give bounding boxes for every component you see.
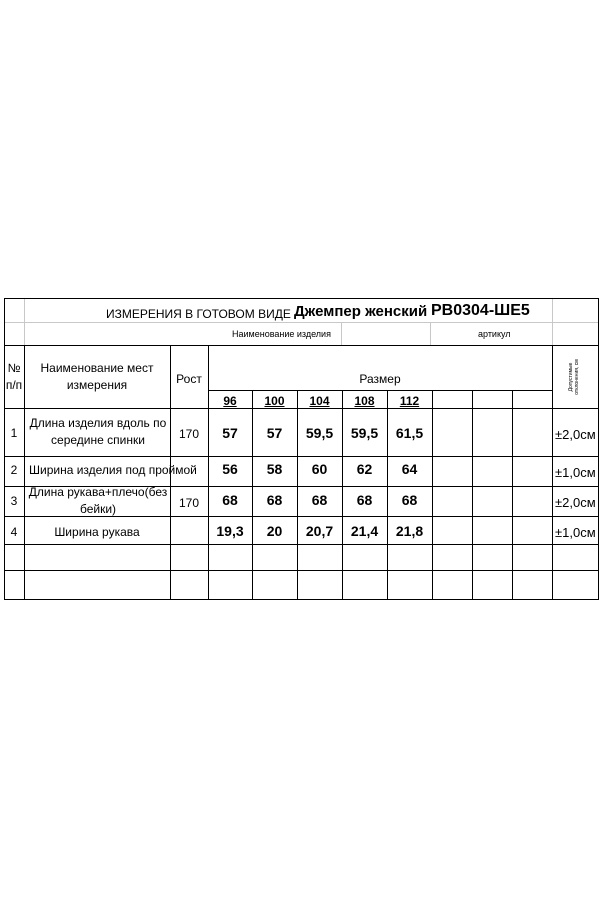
table-line xyxy=(4,544,599,545)
article-caption: артикул xyxy=(478,329,511,339)
row-value: 68 xyxy=(356,492,373,508)
size-header: 96 xyxy=(223,394,237,408)
row-value: 59,5 xyxy=(305,425,334,441)
table-line xyxy=(4,456,599,457)
size-header: 100 xyxy=(264,394,285,408)
row-value: 20,7 xyxy=(305,523,334,539)
table-line xyxy=(552,345,553,600)
row-name: Длина рукава+плечо(без бейки) xyxy=(28,485,168,516)
row-value: 57 xyxy=(222,425,238,441)
row-num: 3 xyxy=(10,494,18,508)
col-header-size: Размер xyxy=(359,372,401,386)
grid-line xyxy=(430,323,431,345)
product-name: Джемпер женский xyxy=(294,303,428,320)
row-name: Ширина изделия под проймой xyxy=(29,463,197,477)
row-value: 62 xyxy=(356,461,373,477)
row-name: Ширина рукава xyxy=(54,525,140,539)
row-value: 64 xyxy=(401,461,418,477)
sheet-title: ИЗМЕРЕНИЯ В ГОТОВОМ ВИДЕ xyxy=(106,307,291,321)
product-caption: Наименование изделия xyxy=(232,329,331,339)
table-line xyxy=(24,345,25,600)
table-border xyxy=(4,599,599,600)
row-value: 21,8 xyxy=(395,523,424,539)
row-value: 68 xyxy=(222,492,238,508)
grid-line xyxy=(24,298,25,346)
table-line xyxy=(472,390,473,600)
table-line xyxy=(512,390,513,600)
row-value: 57 xyxy=(266,425,283,441)
table-line xyxy=(4,516,599,517)
size-header: 104 xyxy=(309,394,330,408)
article-number: РВ0304-ШЕ5 xyxy=(431,302,530,319)
col-header-num: № п/п xyxy=(5,361,23,392)
col-header-name: Наименование мест измерения xyxy=(40,361,154,392)
row-value: 19,3 xyxy=(216,523,244,539)
size-header: 108 xyxy=(354,394,375,408)
table-line xyxy=(4,408,599,409)
row-num: 2 xyxy=(10,463,18,477)
table-line xyxy=(4,570,599,571)
table-border xyxy=(4,298,5,600)
row-value: 20 xyxy=(266,523,283,539)
row-name: Длина изделия вдоль по середине спинки xyxy=(29,416,167,447)
row-value: 61,5 xyxy=(395,425,424,441)
table-line xyxy=(208,390,553,391)
table-border xyxy=(4,298,599,299)
table-line xyxy=(4,345,599,346)
row-value: 68 xyxy=(401,492,418,508)
row-value: 58 xyxy=(266,461,283,477)
grid-line xyxy=(552,298,553,346)
row-value: 68 xyxy=(311,492,328,508)
size-header: 112 xyxy=(399,394,420,408)
row-height: 170 xyxy=(178,496,200,510)
grid-line xyxy=(4,322,598,323)
row-num: 4 xyxy=(10,525,18,539)
col-header-height: Рост xyxy=(176,372,202,386)
col-header-tolerance: Допустимые отклонения, см xyxy=(567,359,580,395)
table-line xyxy=(432,390,433,600)
row-value: 21,4 xyxy=(350,523,379,539)
row-num: 1 xyxy=(10,426,18,440)
row-value: 68 xyxy=(266,492,283,508)
row-tolerance: ±1,0см xyxy=(555,465,596,480)
row-tolerance: ±2,0см xyxy=(555,427,596,442)
grid-line xyxy=(341,323,342,345)
row-value: 59,5 xyxy=(350,425,379,441)
row-tolerance: ±1,0см xyxy=(555,525,596,540)
row-height: 170 xyxy=(178,427,200,441)
row-value: 60 xyxy=(311,461,328,477)
row-tolerance: ±2,0см xyxy=(555,495,596,510)
row-value: 56 xyxy=(222,461,238,477)
